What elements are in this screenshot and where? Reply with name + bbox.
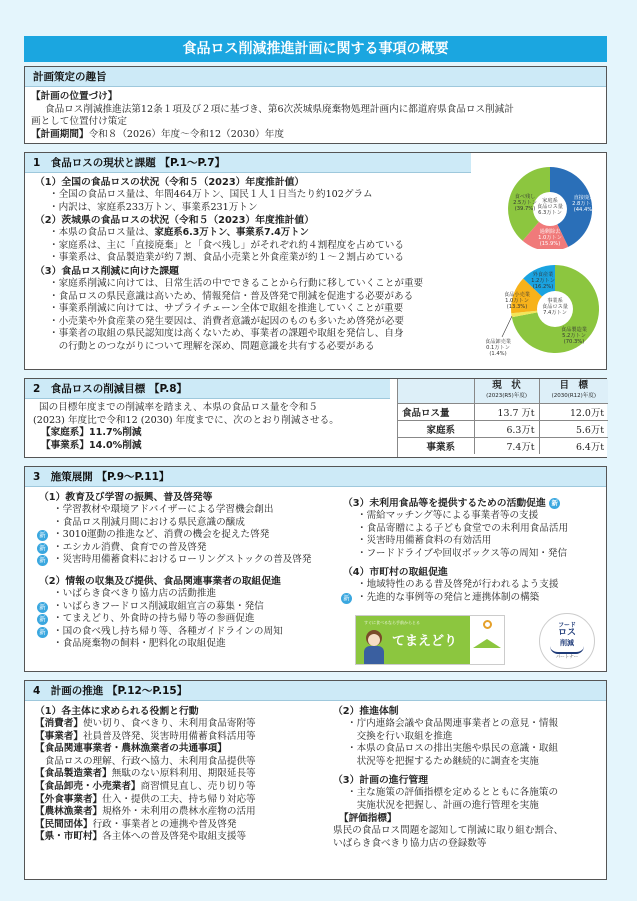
section3-heading: 3 施策展開 【P.9～P.11】 — [25, 467, 606, 487]
table-row — [398, 437, 608, 454]
new-badge-icon: 新 — [37, 627, 48, 638]
chart-slice-label: 5.2万トン — [562, 333, 586, 340]
chart-slice-label: 食べ残し — [514, 194, 536, 200]
col-current — [474, 379, 539, 403]
position-label: 【計画の位置づけ】 — [31, 91, 118, 102]
banner-title: てまえどり — [392, 634, 458, 649]
role-text: 行政・事業者との連携や普及啓発 — [92, 818, 237, 830]
chart-slice-label: 食品製造業 — [561, 327, 587, 333]
target-business: 【事業系】14.0%削減 — [41, 439, 142, 451]
new-badge-icon: 新 — [341, 593, 352, 604]
chart-center-label: 食品ロス量 — [542, 304, 568, 311]
role-text: 仕入・提供の工夫、持ち帰り対応等 — [102, 793, 256, 805]
list-item: ・災害時用備蓄食料の有効活用 — [357, 535, 492, 547]
col-target — [539, 379, 608, 403]
temaedori-banner — [355, 615, 505, 665]
sdgs-wheel-icon — [483, 620, 492, 629]
table-row — [398, 403, 608, 420]
row-target: 6.4万t — [539, 437, 608, 454]
role-text: 無駄のない原料利用、期限延長等 — [111, 768, 256, 780]
chart-slice-label: (70.3%) — [563, 339, 585, 346]
position-text-1: 食品ロス削減推進法第12条１項及び２項に基づき、第6次茨城県廃棄物処理計画内に都道府県食品ロス削減計 — [45, 103, 514, 115]
chart-slice-label: (1.4%) — [489, 351, 507, 358]
role-text: 使い切り、食べきり、未利用食品寄附等 — [82, 718, 256, 729]
section4-sub3: （3）計画の進行管理 — [333, 775, 428, 787]
list-item: ・災害時用備蓄食料におけるローリングストックの普及啓発 — [53, 554, 312, 566]
section4-heading: 4 計画の推進 【P.12～P.15】 — [25, 681, 606, 701]
eval-text-2: いばらき食べきり協力店の登録数等 — [333, 837, 487, 849]
new-badge-icon: 新 — [549, 498, 560, 509]
chart-slice-label: (39.7%) — [514, 206, 536, 213]
food-loss-partner-logo — [539, 613, 595, 669]
section1-heading: 1 食品ロスの現状と課題 【P.1～P.7】 — [25, 153, 471, 173]
purpose-heading: 計画策定の趣旨 — [25, 67, 606, 87]
list-item: ・先進的な事例等の発信と連携体制の構築 — [357, 591, 540, 603]
list-item: ・小売業や外食産業の発生要因は、消費者意識が起因のものも多いため啓発が必要 — [49, 315, 404, 327]
role-label: 【消費者】 — [35, 718, 83, 729]
chart-center-label: 6.3万トン — [538, 210, 562, 217]
role-label: 【民間団体】 — [35, 818, 93, 830]
list-item: ・家庭系は、主に「直接廃棄」と「食べ残し」がそれぞれ約４割程度を占めている — [49, 239, 404, 251]
chart-center-label: 事業系 — [547, 298, 563, 304]
logo-text: 削減 — [560, 639, 574, 647]
chart-center-label: 7.4万トン — [543, 310, 567, 317]
logo-text: フード — [558, 622, 576, 629]
role-label: 【外食事業者】 — [35, 793, 103, 805]
section3-sub2: （2）情報の収集及び提供、食品関連事業者の取組促進 — [39, 575, 281, 587]
ibaraki-loss-amount: 家庭系6.3万トン、事業系7.4万トン — [154, 227, 309, 239]
list-item: ・学習教材や環境アドバイザーによる学習機会創出 — [53, 504, 274, 515]
business-donut-chart — [480, 257, 605, 365]
col-target-label: 目 標 — [559, 379, 589, 391]
section4-sub1: （1）各主体に求められる役割と行動 — [35, 706, 199, 717]
role-text: 食品ロスの理解、行政へ協力、未利用食品提供等 — [35, 755, 256, 767]
chart-slice-label: 2.5万トン — [513, 200, 537, 207]
role-text: 各主体への普及啓発や取組支援等 — [102, 831, 247, 843]
role-label: 【事業者】 — [35, 730, 83, 742]
new-badge-icon: 新 — [37, 555, 48, 566]
period-text: 令和８（2026）年度～令和12（2030）年度 — [88, 128, 284, 140]
list-item: ・てまえどり、外食時の持ち帰り等の参画促進 — [53, 613, 255, 625]
chart-slice-label: 2.8万トン — [572, 201, 596, 208]
role-label: 【食品製造業者】 — [35, 768, 112, 780]
section2-heading: 2 食品ロスの削減目標 【P.8】 — [25, 379, 390, 399]
role-text: 規格外・未利用の農林水産物の活用 — [102, 806, 256, 818]
target-text-2: (2023) 年度比で令和12 (2030) 年度までに、次のとおり削減させる。 — [33, 414, 339, 426]
row-target: 12.0万t — [539, 403, 608, 420]
col-current-label: 現 状 — [492, 379, 521, 391]
chart-center-label: 家庭系 — [542, 198, 558, 204]
list-item: ・主な施策の評価指標を定めるとともに各施策の — [347, 787, 559, 799]
role-label: 【食品卸売・小売業者】 — [35, 780, 141, 792]
section-current-status — [24, 152, 607, 370]
chart-slice-label: 1.0万トン — [538, 235, 562, 242]
logo-text: パートナー — [555, 655, 579, 660]
list-item: ・本県の食品ロス量は、 — [49, 227, 155, 239]
section-measures — [24, 466, 607, 672]
mountain-icon — [473, 639, 501, 648]
row-current: 7.4万t — [474, 437, 539, 454]
list-item: ・庁内連絡会議や食品関連事業者との意見・情報 — [347, 718, 559, 729]
position-text-2: 画として位置付け策定 — [31, 116, 127, 128]
list-item: ・需給マッチング等による事業者等の支援 — [357, 510, 539, 521]
chart-slice-label: 食品小売業 — [504, 292, 530, 298]
row-label: 食品ロス量 — [398, 403, 474, 420]
list-item: ・食品廃棄物の飼料・肥料化の取組促進 — [53, 638, 226, 650]
chart-slice-label: 過剰除去 — [539, 229, 561, 235]
role-label: 【県・市町村】 — [35, 831, 103, 843]
row-label: 事業系 — [398, 437, 474, 454]
new-badge-icon: 新 — [37, 530, 48, 541]
target-household: 【家庭系】11.7%削減 — [41, 427, 142, 439]
chart-center-label: 食品ロス量 — [537, 204, 563, 211]
list-item: ・事業系削減に向けては、サプライチェーン全体で取組を推進していくことが重要 — [49, 303, 404, 315]
logo-text: ロス — [557, 628, 576, 638]
chart-slice-label: 食品卸売業 — [485, 339, 511, 345]
banner-top-text: すぐに食べるなら手前からとる — [364, 620, 420, 625]
section3-sub4: （4）市町村の取組促進 — [343, 567, 448, 579]
purpose-section — [24, 66, 607, 144]
eval-text-1: 県民の食品ロス問題を認知して削減に取り組む割合、 — [333, 825, 564, 837]
section-reduction-target — [24, 378, 607, 458]
new-badge-icon: 新 — [37, 602, 48, 613]
target-table — [398, 379, 608, 454]
new-badge-icon: 新 — [37, 614, 48, 625]
list-item: ・事業者の取組の県民認知度は高くないため、事業者の課題や取組を発信し、自身 — [49, 328, 404, 340]
row-current: 6.3万t — [474, 420, 539, 437]
chart-slice-label: 外食産業 — [532, 272, 554, 278]
list-item: ・3010運動の推進など、消費の機会を捉えた啓発 — [53, 529, 270, 541]
row-label: 家庭系 — [398, 420, 474, 437]
section1-sub1: （1）全国の食品ロスの状況（令和５（2023）年度推計値） — [35, 177, 305, 188]
period-label: 【計画期間】 — [31, 128, 89, 140]
target-text-1: 国の目標年度までの削減率を踏まえ、本県の食品ロス量を令和５ — [39, 402, 318, 413]
chart-slice-label: 1.2万トン — [531, 278, 555, 285]
table-row — [398, 420, 608, 437]
row-current: 13.7 万t — [474, 403, 539, 420]
role-label: 【農林漁業者】 — [35, 806, 103, 818]
section3-sub1: （1）教育及び学習の振興、普及啓発等 — [39, 492, 213, 503]
new-badge-icon: 新 — [37, 543, 48, 554]
list-item: ・内訳は、家庭系233万トン、事業系231万トン — [49, 201, 258, 213]
col-current-sub: (2023(R5)年度) — [486, 392, 527, 399]
chart-slice-label: (44.4%) — [573, 207, 595, 214]
character-illustration-icon — [362, 630, 386, 664]
list-item: 状況等を把握するため継続的に調査を実施 — [347, 755, 539, 767]
list-item: ・家庭系削減に向けては、日常生活の中でできることから行動に移していくことが重要 — [49, 277, 424, 289]
list-item: ・いばらきフードロス削減取組宣言の募集・発信 — [53, 600, 264, 612]
chart-slice-label: 0.1万トン — [486, 345, 510, 352]
list-item: ・事業系は、食品製造業が約７割、食品小売業と外食産業が約１～２割占めている — [49, 252, 404, 264]
role-text: 商習慣見直し、売り切り等 — [140, 780, 256, 792]
list-item: ・エシカル消費、食育での普及啓発 — [53, 541, 207, 553]
list-item: ・フードドライブや回収ボックス等の周知・発信 — [357, 547, 568, 559]
row-target: 5.6万t — [539, 420, 608, 437]
list-item: 交換を行い取組を推進 — [347, 730, 453, 742]
page-title: 食品ロス削減推進計画に関する事項の概要 — [24, 36, 607, 62]
list-item: ・本県の食品ロスの排出実態や県民の意識・取組 — [347, 743, 559, 755]
list-item: ・食品寄贈による子ども食堂での未利用食品活用 — [357, 522, 569, 534]
chart-slice-label: (13.3%) — [506, 304, 528, 311]
eval-label: 【評価指標】 — [339, 812, 397, 824]
section1-sub2: （2）茨城県の食品ロスの状況（令和５（2023）年度推計値） — [35, 215, 315, 227]
section4-sub2: （2）推進体制 — [333, 706, 399, 717]
section-plan-promotion — [24, 680, 607, 880]
section1-sub3: （3）食品ロス削減に向けた課題 — [35, 265, 179, 277]
chart-slice-label: (16.2%) — [532, 284, 554, 291]
list-item: ・いばらき食べきり協力店の活動推進 — [53, 587, 217, 599]
role-text: 社員普及啓発、災害時用備蓄食料活用等 — [82, 730, 256, 742]
list-item: ・全国の食品ロス量は、年間464万トン、国民１人１日当たり約102グラム — [49, 189, 373, 200]
list-item: の行動とのつながりについて理解を深め、問題意識を共有する必要がある — [49, 340, 375, 352]
chart-slice-label: (15.9%) — [539, 241, 561, 248]
chart-slice-label: 直接廃棄 — [573, 195, 595, 201]
role-label: 【食品関連事業者・農林漁業者の共通事項】 — [35, 743, 227, 755]
household-donut-chart — [480, 165, 605, 249]
list-item: ・食品ロス削減月間における県民意識の醸成 — [53, 516, 245, 528]
list-item: ・食品ロスの県民意識は高いため、情報発信・普及啓発で削減を促進する必要がある — [49, 290, 414, 302]
list-item: ・国の食べ残し持ち帰り等、各種ガイドラインの周知 — [53, 625, 283, 637]
chart-slice-label: 1.0万トン — [505, 298, 529, 305]
section3-sub3: （3）未利用食品等を提供するための活動促進 — [343, 498, 546, 509]
list-item: ・地域特性のある普及啓発が行われるよう支援 — [357, 579, 559, 591]
list-item: 実施状況を把握し、計画の進行管理を実施 — [347, 799, 539, 811]
col-target-sub: (2030(R12)年度) — [551, 392, 596, 399]
